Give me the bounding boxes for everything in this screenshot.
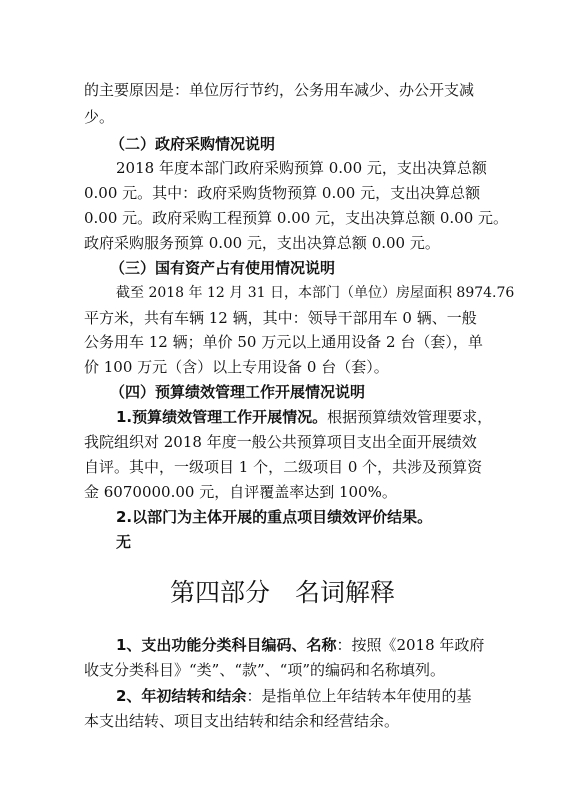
performance-item-1-title: 1.预算绩效管理工作开展情况。 <box>116 408 328 426</box>
procurement-line-4: 政府采购服务预算 0.00 元，支出决算总额 0.00 元。 <box>84 234 440 252</box>
glossary-item-2 <box>116 686 471 706</box>
performance-item-1 <box>116 407 492 427</box>
performance-item-1-line-3: 自评。其中，一级项目 1 个，二级项目 0 个，共涉及预算资 <box>84 458 483 476</box>
procurement-line-3: 0.00 元。政府采购工程预算 0.00 元，支出决算总额 0.00 元。 <box>84 209 509 227</box>
glossary-item-2-text: ：是指单位上年结转本年使用的基 <box>246 687 472 705</box>
assets-line-2: 平方米，共有车辆 12 辆，其中：领导干部用车 0 辆、一般 <box>84 309 477 327</box>
procurement-heading: （二）政府采购情况说明 <box>110 135 276 153</box>
procurement-line-2: 0.00 元。其中：政府采购货物预算 0.00 元，支出决算总额 <box>84 184 481 202</box>
assets-line-4: 价 100 万元（含）以上专用设备 0 台（套）。 <box>84 358 389 376</box>
performance-heading: （四）预算绩效管理工作开展情况说明 <box>110 383 366 401</box>
procurement-line-1: 2018 年度本部门政府采购预算 0.00 元，支出决算总额 <box>116 159 487 177</box>
glossary-item-1-title: 1、支出功能分类科目编码、名称 <box>116 636 337 654</box>
performance-item-1-text: 根据预算绩效管理要求， <box>327 408 493 426</box>
assets-heading: （三）国有资产占有使用情况说明 <box>110 259 336 277</box>
glossary-item-1-text: ：按照《2018 年政府 <box>336 636 485 654</box>
performance-item-2-title: 2.以部门为主体开展的重点项目绩效评价结果。 <box>116 508 433 526</box>
glossary-item-2-title: 2、年初结转和结余 <box>116 687 247 705</box>
continuation-line-2: 少。 <box>84 108 115 126</box>
performance-item-2-value: 无 <box>116 533 132 551</box>
glossary-item-1 <box>116 635 484 655</box>
performance-item-1-line-4: 金 6070000.00 元，自评覆盖率达到 100%。 <box>84 483 397 501</box>
assets-line-1: 截至 2018 年 12 月 31 日，本部门（单位）房屋面积 8974.76 <box>116 285 515 301</box>
glossary-item-2-line-2: 本支出结转、项目支出结转和结余和经营结余。 <box>84 712 400 730</box>
glossary-item-1-line-2: 收支分类科目》“类”、“款”、“项”的编码和名称填列。 <box>84 661 446 679</box>
assets-line-3: 公务用车 12 辆；单价 50 万元以上通用设备 2 台（套），单 <box>84 333 483 351</box>
continuation-line-1: 的主要原因是：单位厉行节约，公务用车减少、办公开支减 <box>84 81 475 99</box>
glossary-title: 第四部分 名词解释 <box>169 578 395 607</box>
performance-item-1-line-2: 我院组织对 2018 年度一般公共预算项目支出全面开展绩效 <box>84 433 477 451</box>
